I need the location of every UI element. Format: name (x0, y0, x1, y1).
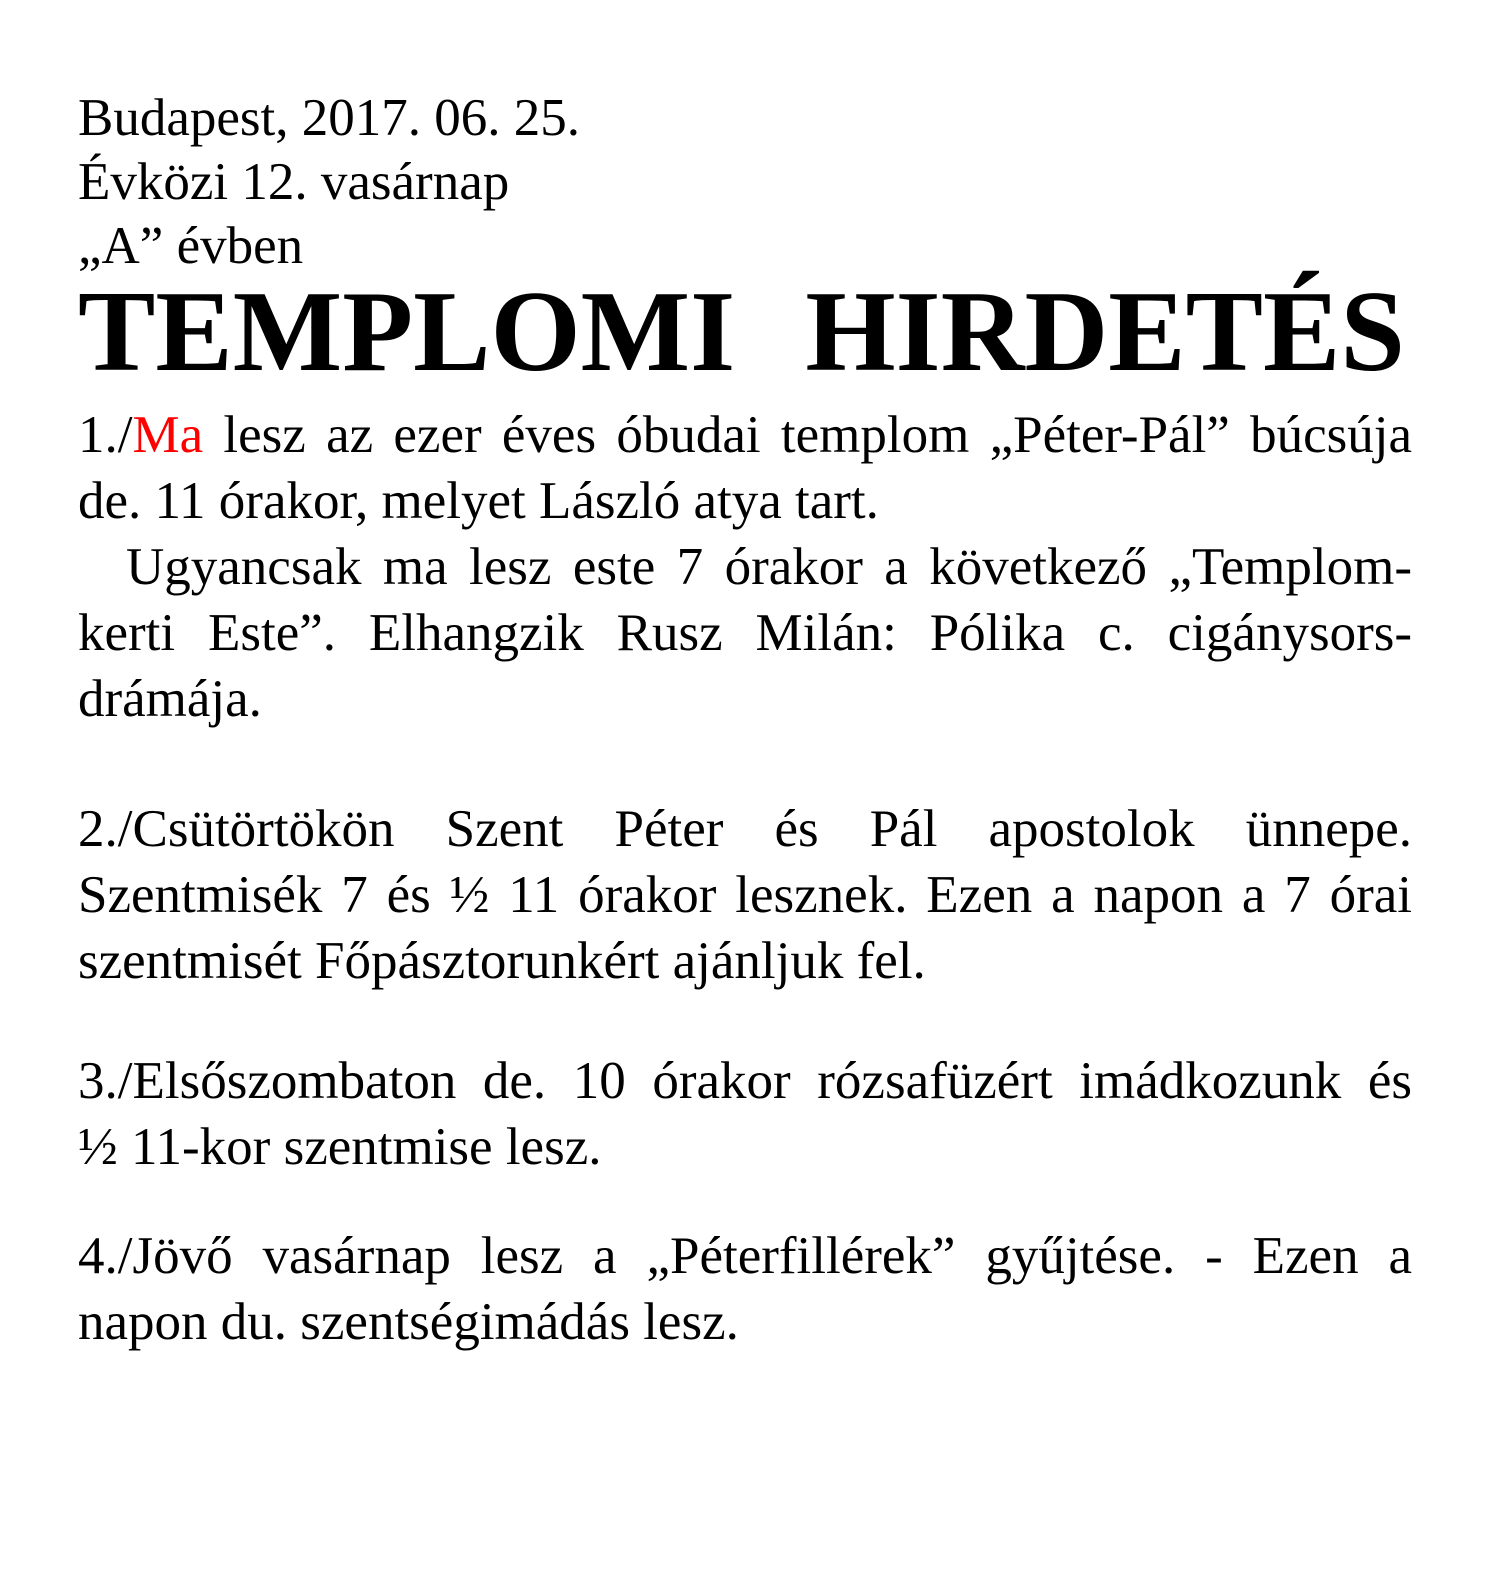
announcement-1-line-5: drámája. (78, 670, 262, 728)
announcement-3-line-2: ½ 11-kor szentmise lesz. (78, 1118, 602, 1176)
announcements-section (78, 402, 1412, 1355)
announcement-1-line-1 (78, 402, 1412, 468)
announcement-2-line-3: szentmisét Főpásztorunkért ajánljuk fel. (78, 932, 926, 990)
announcement-3-line-1: 3./Elsőszombaton de. 10 órakor rózsafüzért imádkozunk és (78, 1052, 1412, 1110)
highlight-today: Ma (132, 406, 204, 464)
announcement-3 (78, 1048, 1412, 1180)
announcement-2 (78, 796, 1412, 994)
liturgical-year-line: „A” évben (78, 217, 304, 275)
announcement-4 (78, 1223, 1412, 1355)
announcement-1-line-3: Ugyancsak ma lesz este 7 órakor a következő „Templom- (126, 538, 1412, 596)
title-word-templomi: TEMPLOMI (78, 268, 736, 396)
announcement-1-number: 1./ (78, 406, 133, 464)
announcement-1-line-2: de. 11 órakor, melyet László atya tart. (78, 472, 879, 530)
announcement-2-line-2: Szentmisék 7 és ½ 11 órakor lesznek. Ezen a napon a 7 órai (78, 866, 1412, 924)
announcement-1 (78, 402, 1412, 732)
announcement-2-line-1: 2./Csütörtökön Szent Péter és Pál apostolok ünnepe. (78, 800, 1412, 858)
announcement-4-line-1: 4./Jövő vasárnap lesz a „Péterfillérek” gyűjtése. - Ezen a (78, 1227, 1412, 1285)
title-word-hirdetes: HIRDETÉS (805, 268, 1405, 396)
liturgical-day-line: Évközi 12. vasárnap (78, 153, 510, 211)
announcement-1-line-4: kerti Este”. Elhangzik Rusz Milán: Pólika c. cigánysors- (78, 604, 1412, 662)
page-title (78, 268, 1412, 396)
document-header (78, 86, 1412, 278)
announcement-4-line-2: napon du. szentségimádás lesz. (78, 1293, 739, 1351)
announcement-1-line-1-rest: lesz az ezer éves óbudai templom „Péter-Pál” búcsúja (223, 406, 1412, 464)
date-line: Budapest, 2017. 06. 25. (78, 89, 580, 147)
